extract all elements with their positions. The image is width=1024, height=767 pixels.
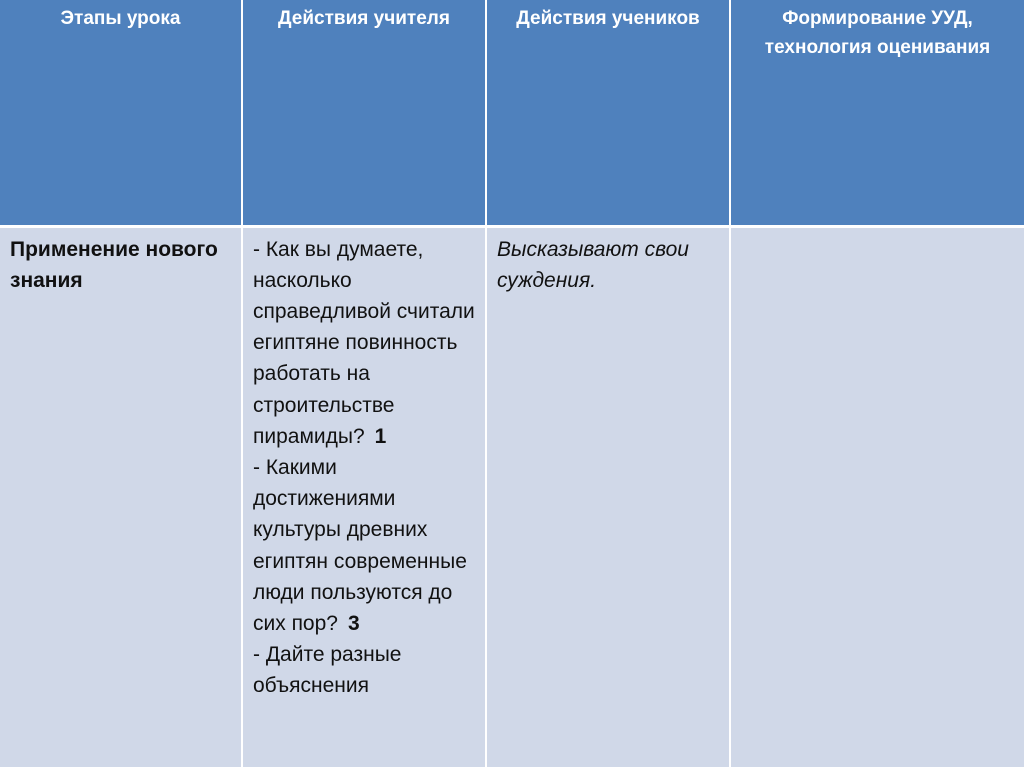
header-student-actions: Действия учеников [486,0,730,226]
question-1-text: - Как вы думаете, насколько справедливой считали египтяне повинность работать на строительстве пирамиды? [253,237,475,448]
question-1-number: 1 [374,424,387,448]
cell-teacher-actions [242,226,486,767]
teacher-question-1 [253,234,477,452]
question-2-number: 3 [347,611,360,635]
header-teacher-actions: Действия учителя [242,0,486,226]
question-3-text: - Дайте разные объяснения [253,643,402,698]
question-2-text: - Какими достижениями культуры древних египтян современные люди пользуются до сих пор? [253,455,467,635]
teacher-question-text [253,234,477,452]
teacher-question-3 [253,639,477,701]
cell-stage [0,226,242,767]
teacher-question-text [253,452,477,639]
header-row [0,0,1024,226]
cell-student-actions [486,226,730,767]
students-response: Высказывают свои суждения. [497,237,689,292]
table-row [0,226,1024,767]
teacher-question-2 [253,452,477,639]
cell-uud-assessment [730,226,1024,767]
teacher-question-text [253,639,477,701]
stage-label: Применение нового знания [10,237,218,292]
header-uud-assessment: Формирование УУД, технология оценивания [730,0,1024,226]
header-lesson-stages: Этапы урока [0,0,242,226]
